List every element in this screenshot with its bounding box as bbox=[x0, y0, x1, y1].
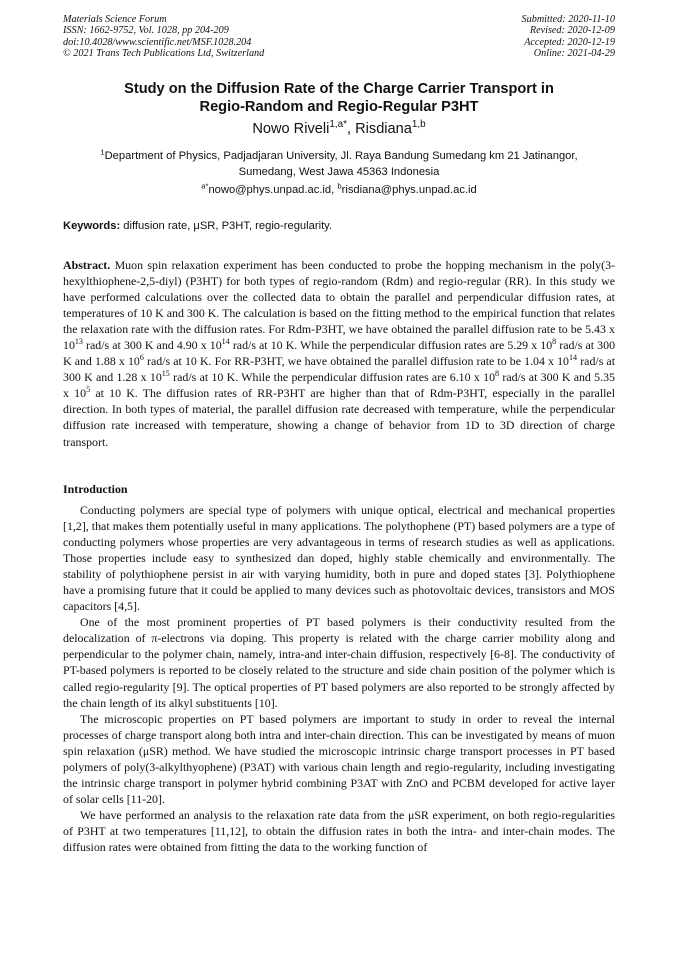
date-accepted: Accepted: 2020-12-19 bbox=[524, 36, 615, 48]
keywords-text: diffusion rate, μSR, P3HT, regio-regularity. bbox=[120, 220, 333, 232]
exponent: 14 bbox=[221, 337, 230, 347]
date-submitted: Submitted: 2020-11-10 bbox=[521, 14, 615, 25]
exponent: 5 bbox=[86, 385, 91, 395]
abstract-text: rad/s at 10 K. While the perpendicular diffusion rates are 5.29 x 10 bbox=[229, 338, 553, 353]
paragraph: Conducting polymers are special type of polymers with unique optical, electrical and mechanical properties [1,2], that makes them potentially useful in many applications. The polythophene (PT) based polymers are a type of conducting polymers whose properties are very advantageous in terms of research studies as well as applications. Those properties include easy to synthesized dan doped, highly stable chemically and environmentally. The stability of polythiophene persist in air with varying humidity, both in pure and doped states [3]. Polythiophene have a promising future that it could be applied to many devices such as photovoltaic devices, transistors and MOS capacitors [4,5]. bbox=[63, 503, 615, 614]
journal-copyright: © 2021 Trans Tech Publications Ltd, Switzerland bbox=[63, 48, 265, 60]
email-separator: , bbox=[331, 184, 338, 196]
abstract-text: rad/s at 300 K and 5.35 x 10 bbox=[63, 370, 615, 401]
exponent: 15 bbox=[161, 369, 170, 379]
exponent: 8 bbox=[552, 337, 557, 347]
author-list bbox=[63, 120, 615, 138]
paragraph: One of the most prominent properties of PT based polymers is their conductivity resulted from the delocalization of π-electrons via doping. This property is related with the charge carrier mobility along and perpendicular to the polymer chain, namely, intra-and inter-chain diffusion, respectively [6-8]. The conductivity of PT-based polymers is reported to be closely related to the structure and side chain position of the polymer which is called regio-regularity [9]. The optical properties of PT based polymers are also reported to be strongly affected by the chain length of its alkyl substituents [10]. bbox=[63, 615, 615, 710]
email-b[interactable]: risdiana@phys.unpad.ac.id bbox=[341, 184, 477, 196]
abstract-text: rad/s at 300 K and 4.90 x 10 bbox=[82, 338, 222, 353]
author-separator: , bbox=[347, 121, 356, 137]
journal-info bbox=[63, 14, 264, 60]
affiliation-line-2: Sumedang, West Jawa 45363 Indonesia bbox=[238, 165, 440, 178]
title-line-1: Study on the Diffusion Rate of the Charge Carrier Transport in bbox=[124, 81, 554, 97]
abstract-text: rad/s at 300 K and 1.28 x 10 bbox=[63, 354, 616, 385]
author-2: Risdiana bbox=[355, 121, 412, 137]
affiliation bbox=[63, 149, 615, 180]
abstract-text: Muon spin relaxation experiment has been conducted to probe the hopping mechanism in the poly(3-hexylthiophene-2,5-diyl) (P3HT) for both types of regio-random (Rdm) and regio-regular (RR). In this study we have performed calculations over the collected data to obtain the parallel and perpendicular diffusion rates, at temperatures of 10 K and 300 K. The calculation is based on the fitting method to the empirical function that relates the relaxation rate with the diffusion rates. For Rdm-P3HT, we have obtained the parallel diffusion rate to be 5.43 x 10 bbox=[63, 258, 615, 353]
keywords bbox=[63, 219, 615, 234]
date-online: Online: 2021-04-29 bbox=[533, 48, 615, 60]
section-heading-introduction: Introduction bbox=[63, 482, 128, 496]
paper-title bbox=[63, 80, 615, 116]
abstract-text: rad/s at 10 K. For RR-P3HT, we have obtained the parallel diffusion rate to be 1.04 x 10 bbox=[143, 354, 570, 369]
affiliation-mark: 1 bbox=[100, 147, 105, 157]
affiliation-line-1: Department of Physics, Padjadjaran University, Jl. Raya Bandung Sumedang km 21 Jatinangor, bbox=[104, 150, 578, 162]
introduction-body bbox=[63, 502, 615, 855]
author-emails bbox=[63, 183, 615, 198]
exponent: 13 bbox=[74, 337, 83, 347]
paragraph: We have performed an analysis to the relaxation rate data from the μSR experiment, on both regio-regularities of P3HT at two temperatures [11,12], to obtain the diffusion rates in both the intra- and inter-chain modes. The diffusion rates were obtained from fitting the data to the working function of bbox=[63, 807, 615, 854]
date-revised: Revised: 2020-12-09 bbox=[529, 25, 615, 37]
exponent: 14 bbox=[569, 353, 578, 363]
paragraph: The microscopic properties on PT based polymers are important to study in order to reveal the internal processes of charge transport along both intra and inter-chain direction. This can be investigated by means of muon spin relaxation (μSR) method. We have studied the microscopic intrinsic charge transport processes in PT based polymers of poly(3-alkylthyophene) (P3AT) with various chain length and regio-regularity, including investigating the intrinsic charge transport in polymer hybrid combining P3AT with ZnO and PCBM developed for active layer of solar cells [11-20]. bbox=[63, 711, 615, 806]
email-b-mark: b bbox=[337, 181, 342, 191]
abstract-text: rad/s at 300 K and 1.88 x 10 bbox=[63, 338, 616, 369]
abstract-text: at 10 K. The diffusion rates of RR-P3HT are higher than that of Rdm-P3HT, especially in the parallel direction. In both types of material, the parallel diffusion rate decreased with temperature, while the perpendicular diffusion rate increased with temperature, showing a change of behavior from 1D to 3D direction of charge transport. bbox=[63, 386, 616, 449]
submission-dates bbox=[522, 14, 615, 60]
journal-doi: doi:10.4028/www.scientific.net/MSF.1028.204 bbox=[63, 36, 252, 48]
abstract-label: Abstract. bbox=[63, 258, 111, 272]
exponent: 6 bbox=[139, 353, 144, 363]
exponent: 8 bbox=[495, 369, 500, 379]
title-line-2: Regio-Random and Regio-Regular P3HT bbox=[199, 99, 479, 115]
journal-issn: ISSN: 1662-9752, Vol. 1028, pp 204-209 bbox=[63, 25, 229, 37]
email-a-mark: a* bbox=[201, 181, 209, 191]
abstract-text: rad/s at 10 K. While the perpendicular diffusion rates are 6.10 x 10 bbox=[169, 370, 496, 385]
email-a[interactable]: nowo@phys.unpad.ac.id bbox=[208, 184, 332, 196]
author-1: Nowo Riveli bbox=[252, 121, 330, 137]
journal-name: Materials Science Forum bbox=[63, 14, 167, 25]
author-2-affil: 1,b bbox=[411, 119, 426, 131]
keywords-label: Keywords: bbox=[63, 220, 121, 232]
author-1-affil: 1,a* bbox=[329, 119, 347, 131]
abstract bbox=[63, 257, 615, 450]
